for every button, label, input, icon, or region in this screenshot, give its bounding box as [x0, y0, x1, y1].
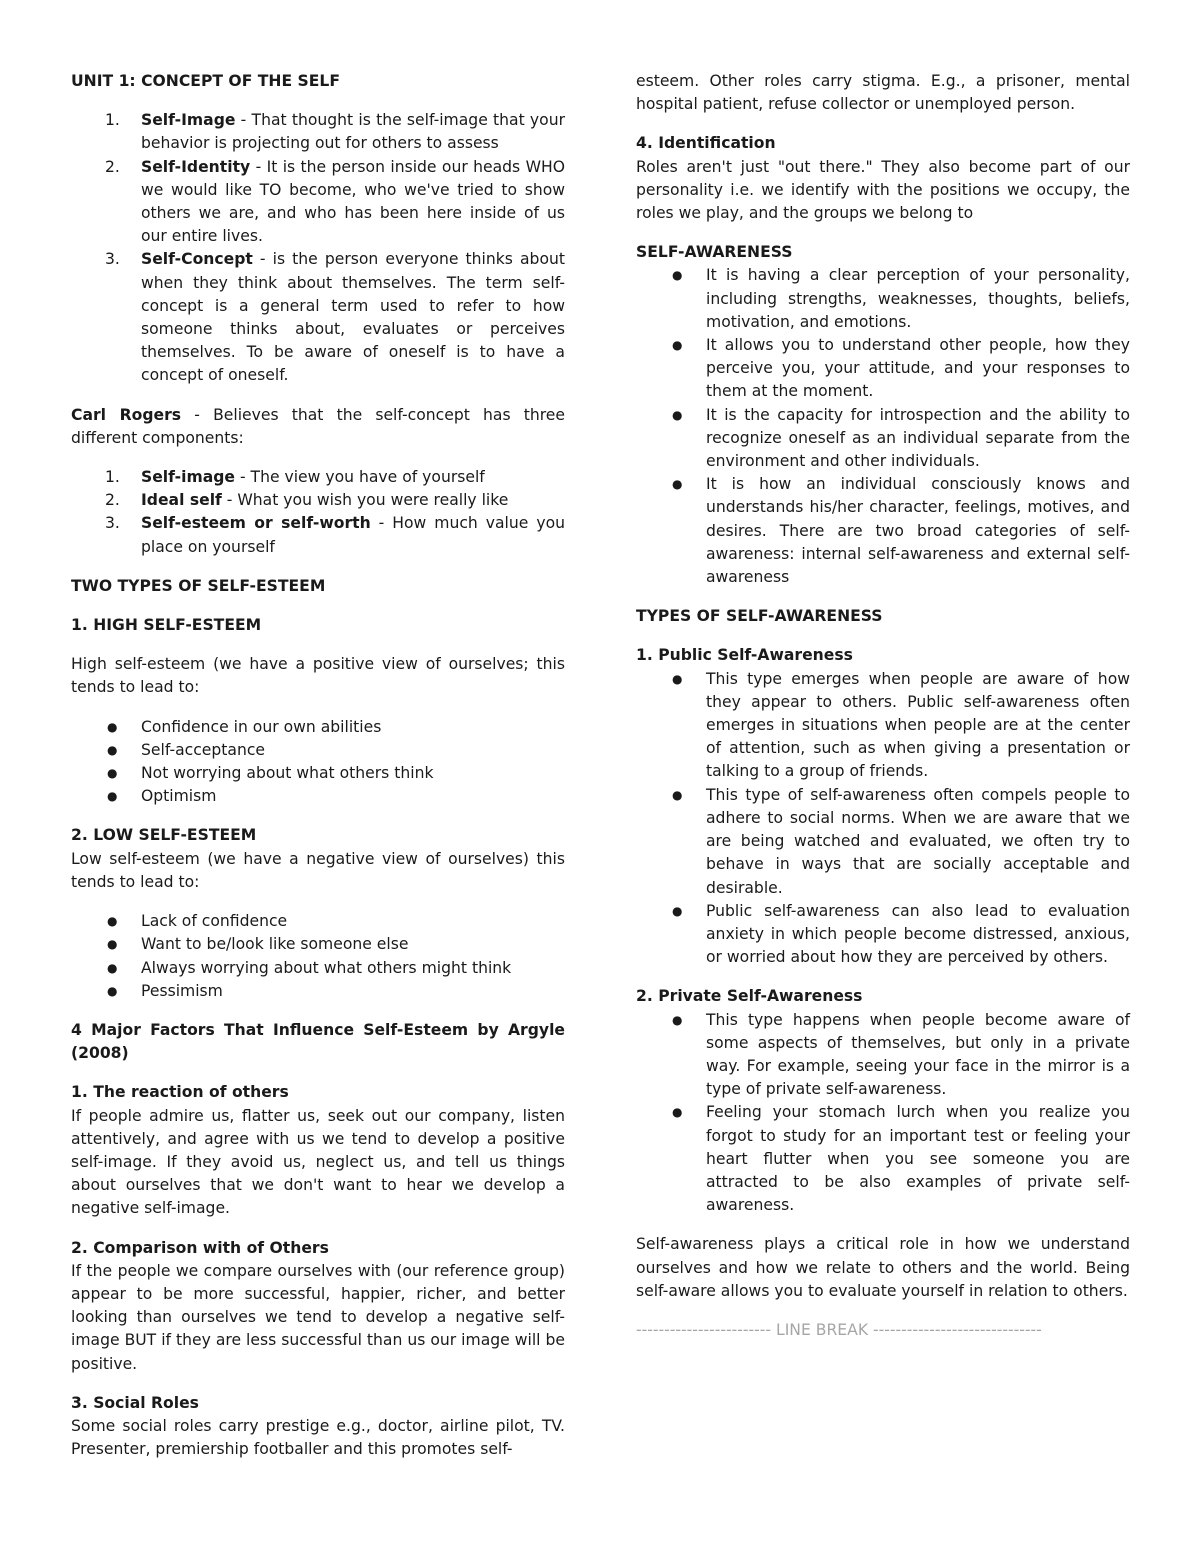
- factors-heading: 4 Major Factors That Influence Self-Esteem by Argyle (2008): [71, 1020, 565, 1063]
- bullet-icon: ●: [107, 960, 118, 975]
- high-heading: 1. HIGH SELF-ESTEEM: [71, 616, 262, 635]
- self-awareness-bullets: [636, 264, 1130, 589]
- bullet-icon: ●: [107, 789, 118, 804]
- factor-2-text: If the people we compare ourselves with (our reference group) appear to be more successful, happier, richer, and better looking than ourselves we tend to develop a negative self-image BUT if they are less successful than us our image will be positive.: [71, 1261, 565, 1373]
- list-item: 1. Self-Image - That thought is the self-image that your behavior is projecting out for others to assess: [105, 111, 565, 153]
- public-heading: 1. Public Self-Awareness: [636, 646, 853, 665]
- list-item: ● Confidence in our own abilities: [71, 716, 565, 739]
- bullet-icon: ●: [672, 477, 683, 492]
- bullet-icon: ●: [107, 914, 118, 929]
- bullet-icon: ●: [107, 742, 118, 757]
- term: Self-Image: [141, 111, 236, 130]
- bullet-icon: ●: [672, 1012, 683, 1027]
- line-break-divider: ------------------------ LINE BREAK ------------------------------: [636, 1320, 1042, 1339]
- list-item: ● Pessimism: [71, 980, 565, 1003]
- types-heading: TWO TYPES OF SELF-ESTEEM: [71, 576, 326, 595]
- rogers-name: Carl Rogers: [71, 405, 182, 424]
- bullet-icon: ●: [672, 407, 683, 422]
- bullet-icon: ●: [672, 338, 683, 353]
- list-item: ● This type of self-awareness often compels people to adhere to social norms. When we are aware that we are being watched and evaluated, we often try to behave in ways that are socially acceptable and desirable.: [672, 785, 1130, 897]
- high-text: High self-esteem (we have a positive view of ourselves; this tends to lead to:: [71, 655, 565, 697]
- factor-1-text: If people admire us, flatter us, seek out our company, listen attentively, and agree with us we tend to develop a positive self-image. If they avoid us, neglect us, and tell us things about ourselves that we don't want to hear we develop a negative self-image.: [71, 1106, 565, 1218]
- list-item: ● It allows you to understand other people, how they perceive you, your attitude, and your responses to them at the moment.: [672, 336, 1130, 401]
- bullet-icon: ●: [672, 903, 683, 918]
- low-text: Low self-esteem (we have a negative view of ourselves) this tends to lead to:: [71, 849, 565, 891]
- low-bullets: [71, 910, 565, 1003]
- factor-1-heading: 1. The reaction of others: [71, 1083, 289, 1102]
- high-bullets: [71, 716, 565, 809]
- bullet-icon: ●: [107, 937, 118, 952]
- term: Self-Concept: [141, 250, 253, 269]
- list-item: 3. Self-esteem or self-worth - How much value you place on yourself: [105, 514, 565, 556]
- rogers-paragraph: Carl Rogers - Believes that the self-concept has three different components:: [71, 405, 565, 447]
- public-bullets: [636, 668, 1130, 970]
- list-item: ● Feeling your stomach lurch when you realize you forgot to study for an important test or feeling your heart flutter when you see someone you are attracted to be also examples of private self-awareness.: [672, 1103, 1130, 1215]
- bullet-icon: ●: [672, 1105, 683, 1120]
- list-item: ● It is how an individual consciously knows and understands his/her character, feelings, motives, and desires. There are two broad categories of self-awareness: internal self-awareness and external self-awareness: [672, 475, 1130, 587]
- factor-3-heading: 3. Social Roles: [71, 1393, 199, 1412]
- list-item: ● This type happens when people become aware of some aspects of themselves, but only in a private way. For example, seeing your face in the mirror is a type of private self-awareness.: [672, 1010, 1130, 1099]
- list-item: ● Want to be/look like someone else: [71, 933, 565, 956]
- private-bullets: [636, 1009, 1130, 1218]
- list-item: ● Optimism: [71, 785, 565, 808]
- types-self-awareness-heading: TYPES OF SELF-AWARENESS: [636, 607, 883, 626]
- bullet-icon: ●: [107, 983, 118, 998]
- list-item: ● This type emerges when people are aware of how they appear to others. Public self-awareness often emerges in situations when people are at the center of attention, such as when giving a presentation or talking to a group of friends.: [672, 669, 1130, 781]
- low-heading: 2. LOW SELF-ESTEEM: [71, 826, 257, 845]
- list-item: ● Self-acceptance: [71, 739, 565, 762]
- list-item: 3. Self-Concept - is the person everyone thinks about when they think about themselves. The term self-concept is a general term used to refer to how someone thinks about, evaluates or perceives themselves. To be aware of oneself is to have a concept of oneself.: [105, 250, 565, 385]
- list-item: ● Always worrying about what others might think: [71, 957, 565, 980]
- self-terms-list: [71, 109, 565, 387]
- list-item: 2. Ideal self - What you wish you were really like: [105, 491, 509, 510]
- left-column: [71, 70, 565, 1461]
- list-item: ● Not worrying about what others think: [71, 762, 565, 785]
- bullet-icon: ●: [107, 719, 118, 734]
- factor-2-heading: 2. Comparison with of Others: [71, 1238, 329, 1257]
- term: Ideal self: [141, 491, 222, 510]
- bullet-icon: ●: [107, 766, 118, 781]
- factor-3-text: Some social roles carry prestige e.g., doctor, airline pilot, TV. Presenter, premiership footballer and this promotes self-: [71, 1416, 565, 1459]
- bullet-icon: ●: [672, 787, 683, 802]
- bullet-icon: ●: [672, 268, 683, 283]
- self-awareness-heading: SELF-AWARENESS: [636, 243, 793, 262]
- term: Self-image: [141, 468, 235, 487]
- term: Self-Identity: [141, 157, 251, 176]
- list-item: 2. Self-Identity - It is the person inside our heads WHO we would like TO become, who we've tried to show others we are, and who has been here inside of us our entire lives.: [105, 157, 565, 246]
- closing-paragraph: Self-awareness plays a critical role in how we understand ourselves and how we relate to others and the world. Being self-aware allows you to evaluate yourself in relation to others.: [636, 1235, 1130, 1300]
- rogers-components-list: [71, 466, 565, 559]
- unit-title: UNIT 1: CONCEPT OF THE SELF: [71, 72, 341, 90]
- term: Self-esteem or self-worth: [141, 514, 371, 533]
- factor-4-text: Roles aren't just "out there." They also become part of our personality i.e. we identify with the positions we occupy, the roles we play, and the groups we belong to: [636, 157, 1130, 223]
- right-column: [636, 70, 1130, 1342]
- list-item: ● Lack of confidence: [71, 910, 565, 933]
- bullet-icon: ●: [672, 671, 683, 686]
- list-item: ● It is the capacity for introspection and the ability to recognize oneself as an individual separate from the environment and other individuals.: [672, 405, 1130, 471]
- list-item: ● Public self-awareness can also lead to evaluation anxiety in which people become distressed, anxious, or worried about how they are perceived by others.: [672, 901, 1130, 967]
- list-item: ● It is having a clear perception of your personality, including strengths, weaknesses, thoughts, beliefs, motivation, and emotions.: [672, 266, 1130, 331]
- factor-3-continued: esteem. Other roles carry stigma. E.g., a prisoner, mental hospital patient, refuse collector or unemployed person.: [636, 72, 1130, 114]
- private-heading: 2. Private Self-Awareness: [636, 987, 863, 1006]
- factor-4-heading: 4. Identification: [636, 134, 776, 153]
- list-item: 1. Self-image - The view you have of yourself: [105, 468, 485, 487]
